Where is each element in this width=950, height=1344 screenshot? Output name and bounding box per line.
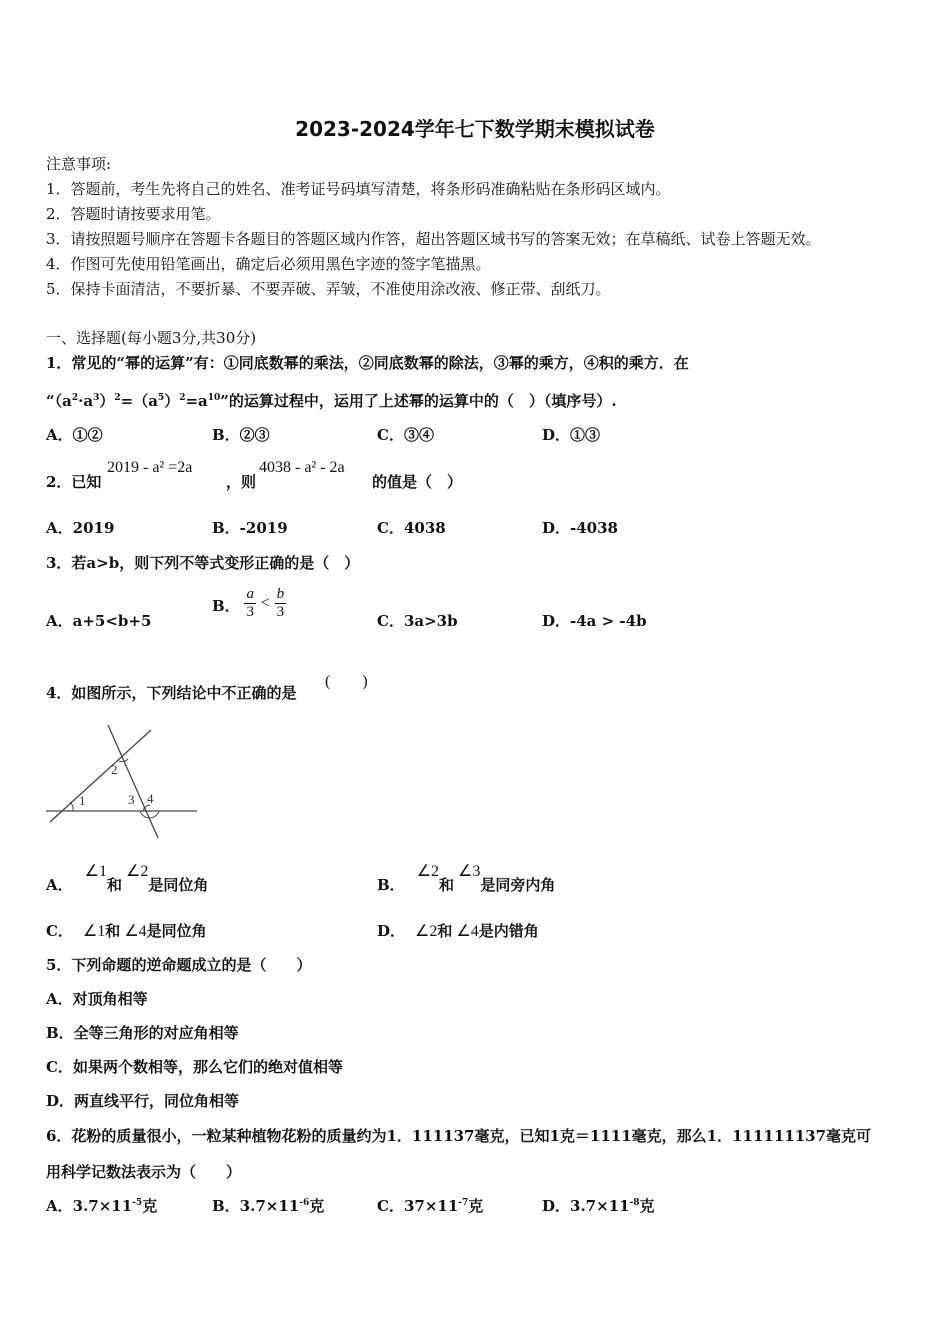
q4-figure: [40, 722, 205, 847]
fraction-a-over-3: $\frac{a}{3}$: [246, 586, 254, 620]
q4-option-a: A．∠1和∠2是同位角: [46, 863, 209, 894]
q5-option-d: D．两直线平行，同位角相等: [46, 1092, 240, 1110]
q2-option-b: B．-2019: [212, 519, 288, 537]
q2-given-equation: 2019 - a² =2a: [107, 459, 193, 476]
q1-line2: “$(a^2\cdot a^3)^2=(a^5)^2=a^{10}$”的运算过程中，运用了上述幂的运算中的（ ）（填序号）.: [46, 392, 617, 410]
q1-option-c: C．③④: [377, 426, 434, 444]
q4-option-d: D． ∠2和 ∠4是内错角: [377, 922, 539, 940]
q2-question: 的值是（ ）: [372, 473, 463, 491]
note-item: 2．答题时请按要求用笔。: [46, 205, 221, 223]
q5-option-a: A．对顶角相等: [46, 990, 148, 1008]
q5-text: 5．下列命题的逆命题成立的是（ ）: [46, 956, 312, 974]
figure-label-3: 3: [128, 792, 135, 807]
note-item: 5．保持卡面清洁，不要折暴、不要弄破、弄皱，不准使用涂改液、修正带、刮纸刀。: [46, 280, 611, 298]
q1-option-d: D．①③: [542, 426, 601, 444]
q5-option-c: C．如果两个数相等，那么它们的绝对值相等: [46, 1058, 343, 1076]
fraction-b-over-3: $\frac{b}{3}$: [276, 586, 285, 620]
q3-option-d: D．-4a > -4b: [542, 612, 647, 630]
q1-line1: 1．常见的“幂的运算”有：①同底数幂的乘法，②同底数幂的除法，③幂的乘方，④积的乘方．在: [46, 354, 689, 372]
q1-option-b: B．②③: [212, 426, 270, 444]
figure-transversal-left: [50, 730, 151, 822]
q6-line1: 6．花粉的质量很小，一粒某种植物花粉的质量约为1．111137毫克，已知1克＝1111毫克，那么1．111111137毫克可: [46, 1127, 872, 1145]
q6-option-c: C．$37\times 11^{-7}$克: [377, 1197, 484, 1215]
note-item: 4．作图可先使用铅笔画出，确定后必须用黑色字迹的签字笔描黑。: [46, 255, 491, 273]
note-item: 3．请按照题号顺序在答题卡各题目的答题区域内作答，超出答题区域书写的答案无效；在草稿纸、试卷上答题无效。: [46, 230, 821, 248]
q2-option-c: C．4038: [377, 519, 446, 537]
figure-label-4: 4: [147, 791, 154, 806]
q4-option-b: B．∠2和∠3是同旁内角: [377, 863, 556, 894]
figure-transversal-right: [108, 725, 158, 838]
q3-option-a: A．a+5<b+5: [46, 612, 152, 630]
q2-then: ，则: [226, 473, 257, 491]
section-heading: 一、选择题(每小题3分,共30分): [46, 329, 257, 347]
q4-option-c: C． ∠1和 ∠4是同位角: [46, 922, 207, 940]
q6-line2: 用科学记数法表示为（ ）: [46, 1163, 242, 1181]
q6-option-b: B．$3.7\times 11^{-6}$克: [212, 1197, 325, 1215]
q3-text: 3．若a>b，则下列不等式变形正确的是（ ）: [46, 554, 360, 572]
q3-option-c: C．3a>3b: [377, 612, 458, 630]
figure-label-2: 2: [111, 762, 118, 777]
q5-option-b: B．全等三角形的对应角相等: [46, 1024, 239, 1042]
q2-option-a: A．2019: [46, 519, 115, 537]
angle-arc-3: [140, 811, 159, 818]
note-item: 1．答题前，考生先将自己的姓名、准考证号码填写清楚，将条形码准确粘贴在条形码区域内。: [46, 180, 671, 198]
q6-option-a: A．$3.7\times 11^{-5}$克: [46, 1197, 158, 1215]
q6-option-d: D．$3.7\times 11^{-8}$克: [542, 1197, 655, 1215]
q1-option-a: A．①②: [46, 426, 103, 444]
page-title: 2023-2024学年七下数学期末模拟试卷: [295, 117, 655, 141]
notes-heading: 注意事项:: [46, 155, 112, 173]
q2-prefix: 2．已知: [46, 473, 102, 491]
q2-option-d: D．-4038: [542, 519, 618, 537]
figure-label-1: 1: [79, 793, 86, 808]
q2-expression: 4038 - a² - 2a: [259, 459, 345, 476]
q4-answer-paren: ( ): [325, 673, 368, 690]
q3-option-b: B． $\frac{a}{3}$ < $\frac{b}{3}$: [212, 586, 285, 620]
q4-text: 4．如图所示，下列结论中不正确的是: [46, 684, 297, 702]
